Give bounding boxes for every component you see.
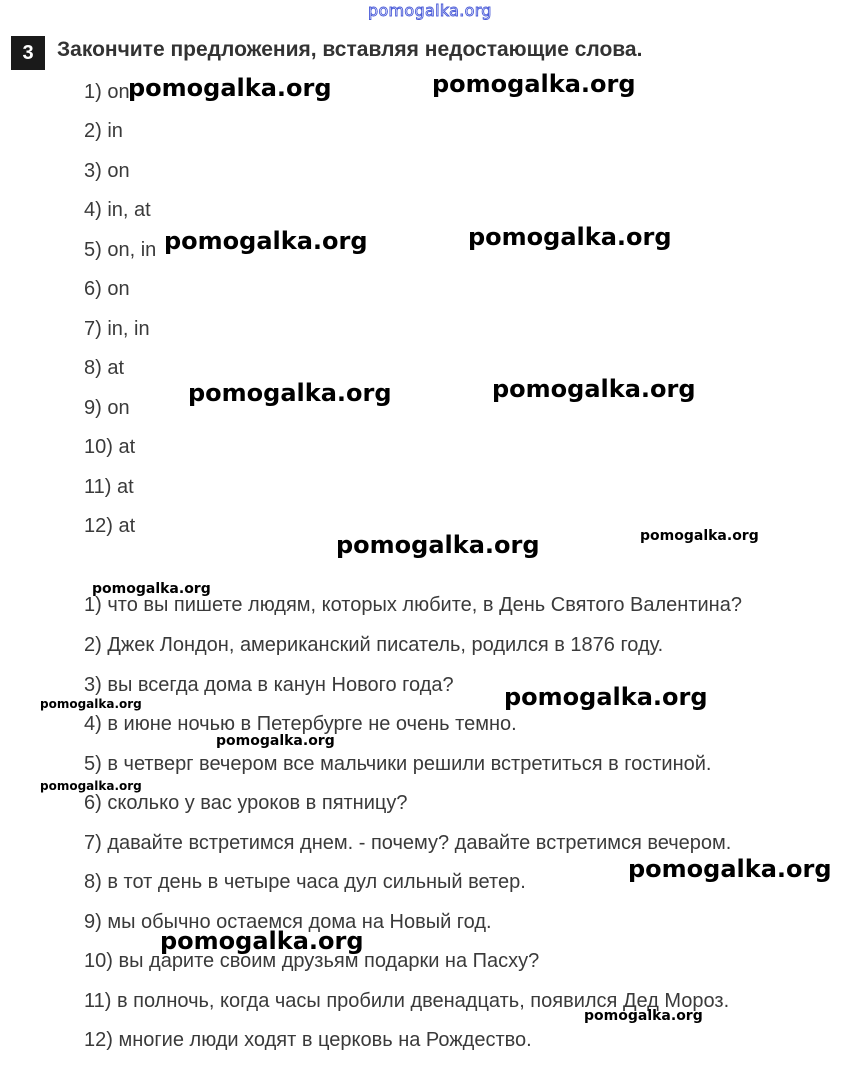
- watermark: pomogalka.org: [492, 375, 696, 403]
- top-watermark: pomogalka.org: [368, 1, 492, 20]
- translation-item: 12) многие люди ходят в церковь на Рождество.: [84, 1029, 532, 1051]
- watermark: pomogalka.org: [128, 74, 332, 102]
- watermark: pomogalka.org: [432, 70, 636, 98]
- answer-item: 4) in, at: [84, 199, 151, 221]
- translation-item: 6) сколько у вас уроков в пятницу?: [84, 792, 408, 814]
- translation-item: 8) в тот день в четыре часа дул сильный ветер.: [84, 871, 526, 893]
- translation-item: 3) вы всегда дома в канун Нового года?: [84, 674, 454, 696]
- watermark: pomogalka.org: [584, 1008, 703, 1024]
- translation-item: 11) в полночь, когда часы пробили двенадцать, появился Дед Мороз.: [84, 990, 730, 1012]
- answer-item: 7) in, in: [84, 318, 150, 340]
- watermark: pomogalka.org: [640, 528, 759, 544]
- watermark: pomogalka.org: [40, 779, 142, 793]
- watermark: pomogalka.org: [164, 227, 368, 255]
- translation-item: 9) мы обычно остаемся дома на Новый год.: [84, 911, 492, 933]
- translation-item: 7) давайте встретимся днем. - почему? давайте встретимся вечером.: [84, 832, 732, 854]
- answer-item: 6) on: [84, 278, 130, 300]
- exercise-instruction: Закончите предложения, вставляя недостающие слова.: [57, 38, 643, 61]
- watermark: pomogalka.org: [468, 223, 672, 251]
- watermark: pomogalka.org: [504, 683, 708, 711]
- watermark: pomogalka.org: [188, 379, 392, 407]
- answer-item: 9) on: [84, 397, 130, 419]
- translation-item: 10) вы дарите своим друзьям подарки на Пасху?: [84, 950, 540, 972]
- answer-item: 2) in: [84, 120, 123, 142]
- watermark: pomogalka.org: [160, 927, 364, 955]
- watermark: pomogalka.org: [92, 581, 211, 597]
- translation-item: 4) в июне ночью в Петербурге не очень темно.: [84, 713, 517, 735]
- translation-item: 2) Джек Лондон, американский писатель, родился в 1876 году.: [84, 634, 664, 656]
- answer-item: 12) at: [84, 515, 136, 537]
- answer-item: 1) on: [84, 81, 130, 103]
- answer-item: 8) at: [84, 357, 125, 379]
- translation-item: 5) в четверг вечером все мальчики решили встретиться в гостиной.: [84, 753, 712, 775]
- watermark: pomogalka.org: [628, 855, 832, 883]
- watermark: pomogalka.org: [336, 531, 540, 559]
- answer-item: 3) on: [84, 160, 130, 182]
- watermark: pomogalka.org: [40, 697, 142, 711]
- exercise-number-badge: 3: [11, 36, 45, 70]
- answer-item: 5) on, in: [84, 239, 157, 261]
- answer-item: 10) at: [84, 436, 136, 458]
- answer-item: 11) at: [84, 476, 134, 498]
- translation-item: 1) что вы пишете людям, которых любите, в День Святого Валентина?: [84, 594, 742, 616]
- watermark: pomogalka.org: [216, 733, 335, 749]
